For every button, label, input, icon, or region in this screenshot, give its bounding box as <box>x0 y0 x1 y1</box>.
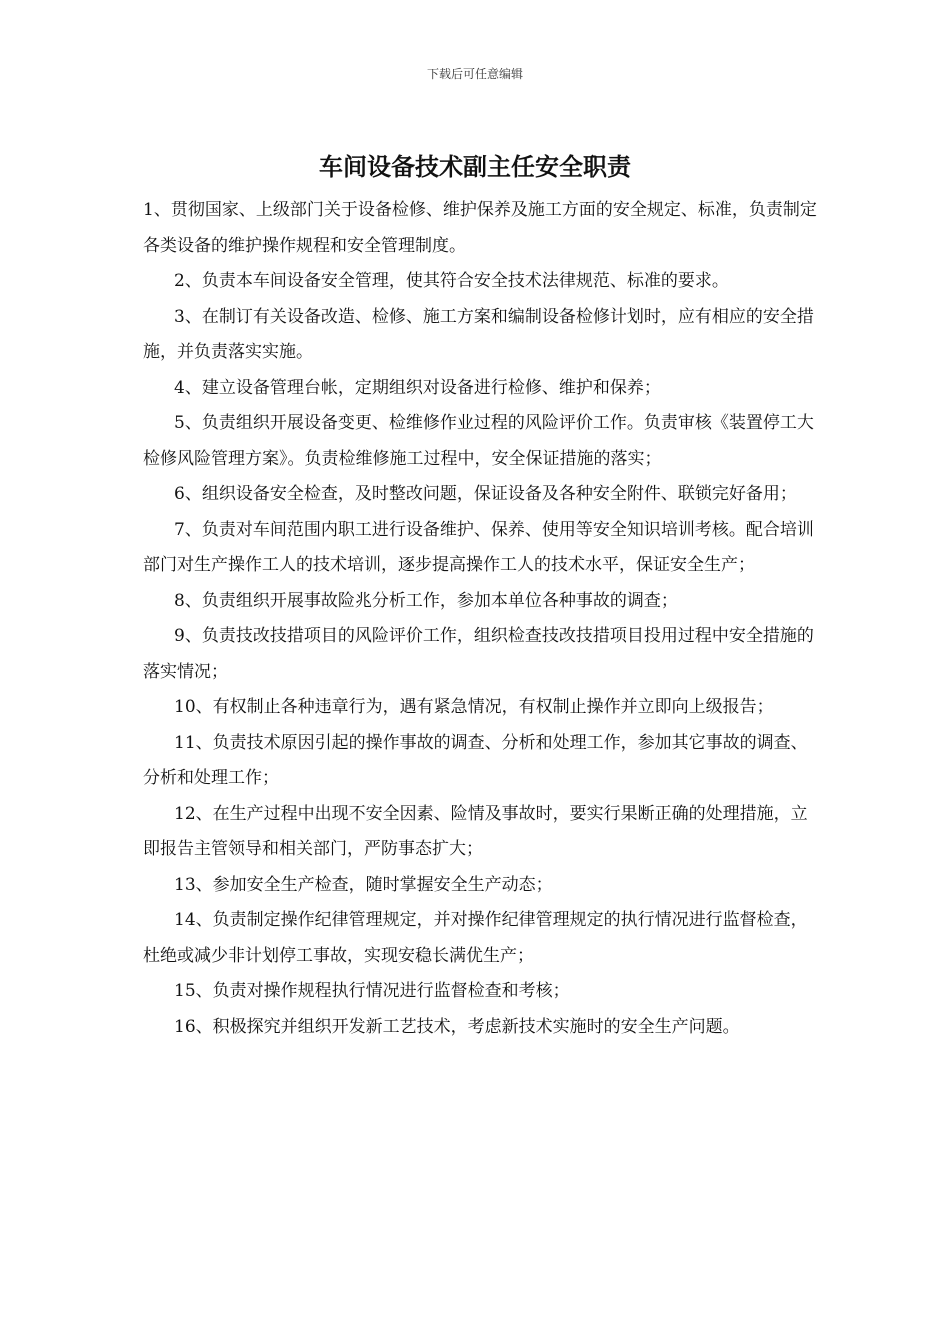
document-body <box>143 193 818 1045</box>
duty-item-2: 2、负责本车间设备安全管理，使其符合安全技术法律规范、标准的要求。 <box>174 271 729 291</box>
duty-item-5: 5、负责组织开展设备变更、检维修作业过程的风险评价工作。负责审核《装置停工大检修风险管理方案》。负责检维修施工过程中，安全保证措施的落实； <box>143 413 814 469</box>
page-header-note: 下载后可任意编辑 <box>426 67 523 81</box>
duty-item-7: 7、负责对车间范围内职工进行设备维护、保养、使用等安全知识培训考核。配合培训部门对生产操作工人的技术培训，逐步提高操作工人的技术水平，保证安全生产； <box>143 519 814 575</box>
document-title: 车间设备技术副主任安全职责 <box>319 153 631 181</box>
duty-item-14: 14、负责制定操作纪律管理规定，并对操作纪律管理规定的执行情况进行监督检查，杜绝或减少非计划停工事故，实现安稳长满优生产； <box>143 910 808 966</box>
duty-item-12: 12、在生产过程中出现不安全因素、险情及事故时，要实行果断正确的处理措施，立即报告主管领导和相关部门，严防事态扩大； <box>143 803 808 859</box>
duty-item-16: 16、积极探究并组织开发新工艺技术，考虑新技术实施时的安全生产问题。 <box>174 1016 740 1037</box>
duty-item-3: 3、在制订有关设备改造、检修、施工方案和编制设备检修计划时，应有相应的安全措施，并负责落实实施。 <box>143 306 814 362</box>
duty-item-8: 8、负责组织开展事故险兆分析工作，参加本单位各种事故的调查； <box>174 590 678 611</box>
duty-item-6: 6、组织设备安全检查，及时整改问题，保证设备及各种安全附件、联锁完好备用； <box>174 484 797 504</box>
duty-item-9: 9、负责技改技措项目的风险评价工作，组织检查技改技措项目投用过程中安全措施的落实情况； <box>143 626 814 682</box>
duty-item-11: 11、负责技术原因引起的操作事故的调查、分析和处理工作，参加其它事故的调查、分析和处理工作； <box>143 732 808 788</box>
duty-item-15: 15、负责对操作规程执行情况进行监督检查和考核； <box>174 981 570 1001</box>
duty-item-10: 10、有权制止各种违章行为，遇有紧急情况，有权制止操作并立即向上级报告； <box>174 697 774 717</box>
duty-item-4: 4、建立设备管理台帐，定期组织对设备进行检修、维护和保养； <box>174 377 661 398</box>
duty-item-13: 13、参加安全生产检查，随时掌握安全生产动态； <box>174 874 553 895</box>
duty-item-1: 1、贯彻国家、上级部门关于设备检修、维护保养及施工方面的安全规定、标准，负责制定各类设备的维护操作规程和安全管理制度。 <box>143 200 817 256</box>
